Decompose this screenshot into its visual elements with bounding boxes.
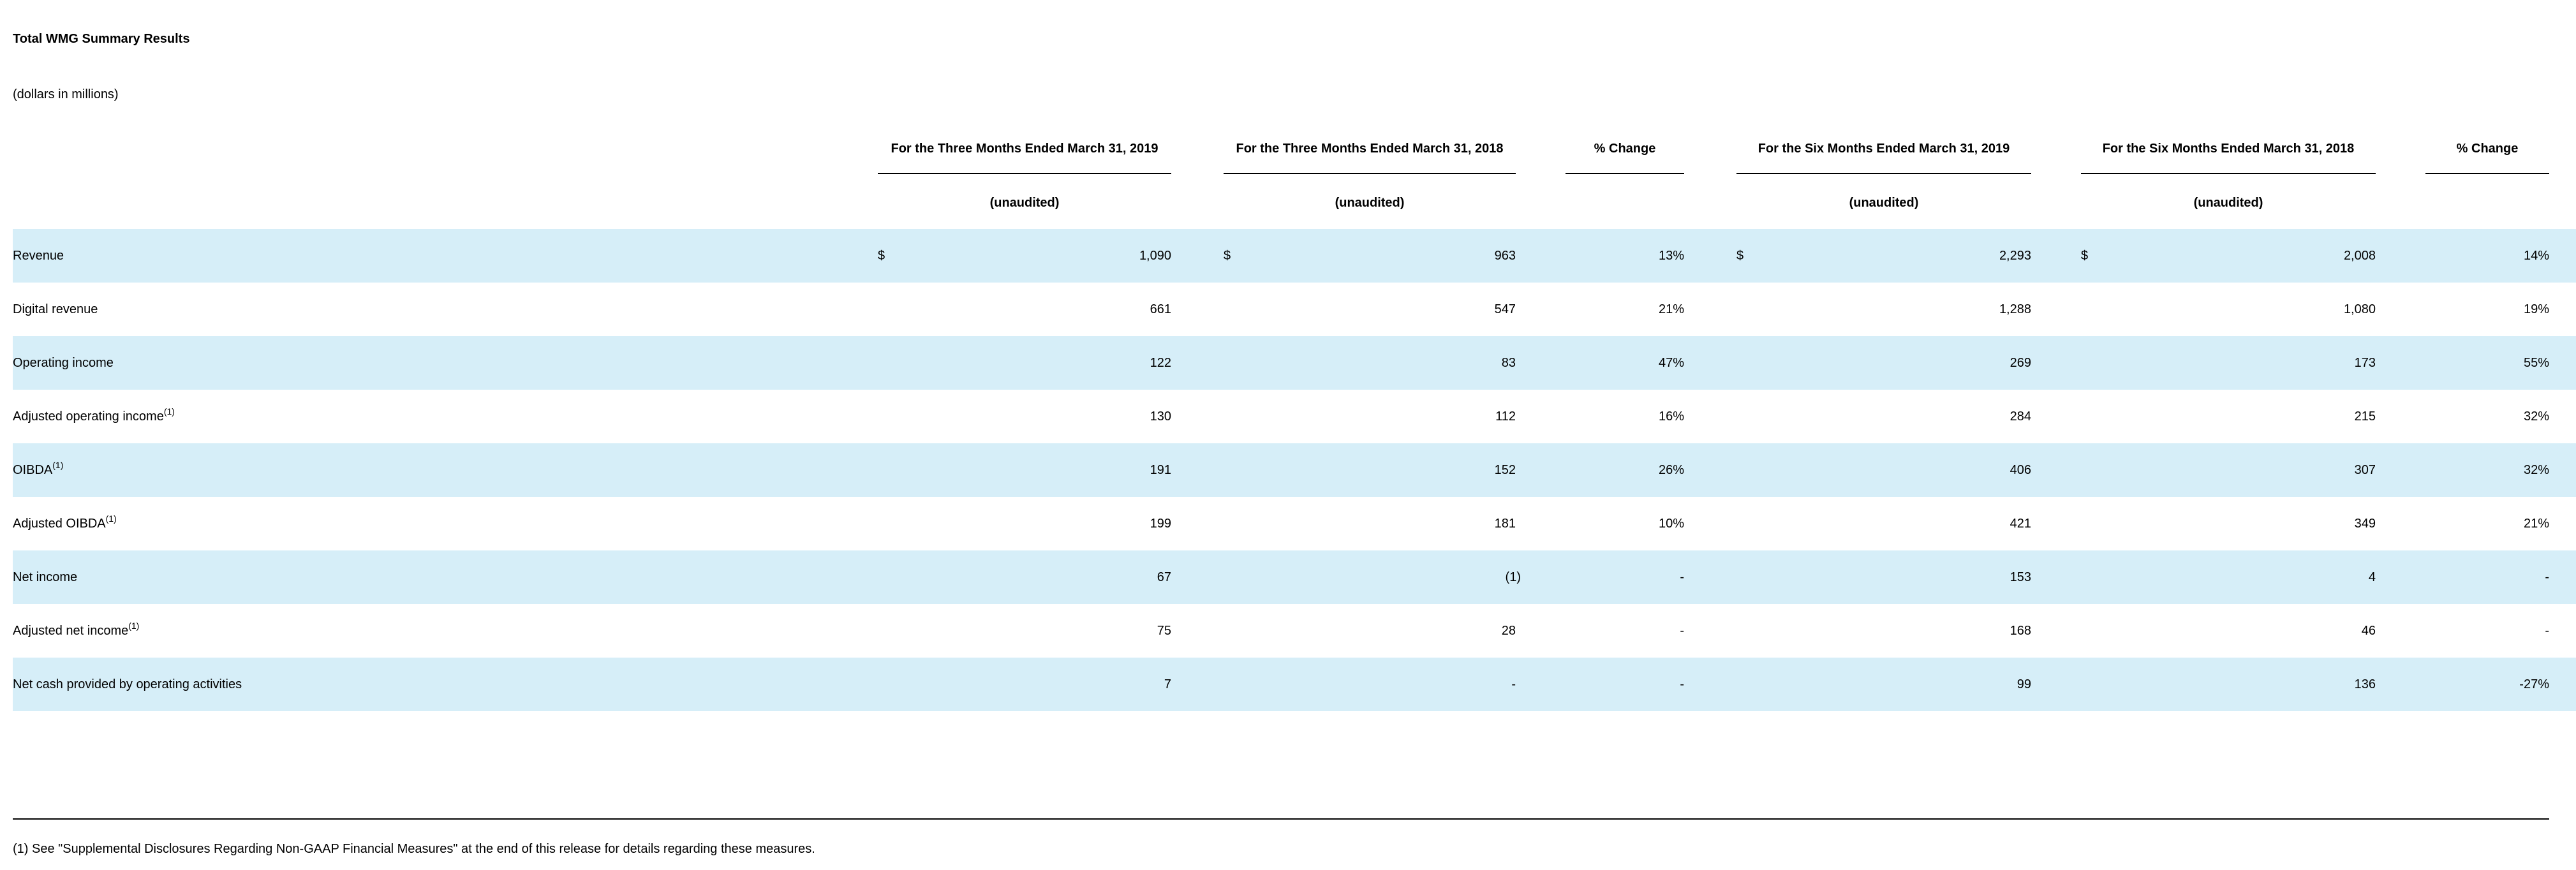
- row-label-text: Operating income: [13, 356, 114, 370]
- row-label-text: Net income: [13, 570, 78, 584]
- table-row: [13, 229, 2576, 283]
- table-row: [13, 390, 2576, 443]
- value-cell: 99: [2017, 677, 2031, 691]
- value-cell: 406: [2010, 463, 2031, 477]
- percent-change-cell: 14%: [2523, 249, 2549, 263]
- row-label-text: Adjusted OIBDA: [13, 517, 106, 531]
- percent-change-cell: 32%: [2523, 409, 2549, 424]
- value-cell: 28: [1501, 624, 1516, 638]
- percent-change-cell: 13%: [1658, 249, 1684, 263]
- value-cell: 2,008: [2343, 249, 2376, 263]
- table-title: Total WMG Summary Results: [13, 32, 190, 46]
- footnote-marker: (1): [128, 621, 140, 631]
- value-cell: 963: [1494, 249, 1516, 263]
- footnote-divider: [13, 818, 2549, 820]
- value-cell: 421: [2010, 517, 2031, 531]
- table-row: [13, 604, 2576, 658]
- column-header-underline: [1566, 173, 1684, 174]
- table-row: [13, 497, 2576, 550]
- value-cell: 136: [2354, 677, 2376, 691]
- row-label-text: Digital revenue: [13, 302, 98, 316]
- value-cell: 1,080: [2343, 302, 2376, 316]
- value-cell: 4: [2368, 570, 2376, 584]
- row-label: [13, 229, 64, 283]
- value-cell: 661: [1150, 302, 1171, 316]
- percent-change-cell: 47%: [1658, 356, 1684, 370]
- percent-change-cell: -: [2545, 624, 2549, 638]
- value-cell: 168: [2010, 624, 2031, 638]
- column-header-underline: [878, 173, 1171, 174]
- value-cell: 46: [2361, 624, 2376, 638]
- footnote-marker: (1): [105, 513, 117, 524]
- row-label: [13, 283, 98, 336]
- percent-change-cell: 16%: [1658, 409, 1684, 424]
- table-row: [13, 283, 2576, 336]
- value-cell: 7: [1164, 677, 1171, 691]
- currency-symbol: $: [1736, 249, 1744, 263]
- value-cell: 215: [2354, 409, 2376, 424]
- value-cell: 112: [1495, 409, 1516, 424]
- value-cell: 2,293: [1999, 249, 2031, 263]
- row-label-text: Net cash provided by operating activities: [13, 677, 242, 691]
- row-label: [13, 604, 139, 658]
- column-subheader: (unaudited): [989, 196, 1060, 210]
- column-header-underline: [2081, 173, 2376, 174]
- table-row: [13, 658, 2576, 711]
- column-subheader: (unaudited): [1849, 196, 1919, 210]
- column-header-underline: [1224, 173, 1516, 174]
- footnote-marker: (1): [52, 460, 64, 470]
- percent-change-cell: 10%: [1658, 517, 1684, 531]
- percent-change-cell: 21%: [2523, 517, 2549, 531]
- percent-change-cell: 55%: [2523, 356, 2549, 370]
- row-label-text: Adjusted operating income: [13, 409, 164, 424]
- column-header: For the Three Months Ended March 31, 2018: [1236, 142, 1504, 156]
- value-cell: 307: [2354, 463, 2376, 477]
- row-label: [13, 550, 77, 604]
- percent-change-cell: 19%: [2523, 302, 2549, 316]
- percent-change-cell: -27%: [2519, 677, 2549, 691]
- row-label-text: Revenue: [13, 249, 64, 263]
- value-cell: (1): [1505, 570, 1521, 584]
- table-row: [13, 443, 2576, 497]
- value-cell: 269: [2010, 356, 2031, 370]
- row-label-text: OIBDA: [13, 463, 53, 477]
- value-cell: 349: [2354, 517, 2376, 531]
- value-cell: 122: [1150, 356, 1171, 370]
- value-cell: 83: [1501, 356, 1516, 370]
- footnote: (1) See "Supplemental Disclosures Regarding Non-GAAP Financial Measures" at the end of this release for details regarding these measures.: [13, 842, 815, 856]
- value-cell: 284: [2010, 409, 2031, 424]
- currency-symbol: $: [878, 249, 885, 263]
- value-cell: -: [1511, 677, 1516, 691]
- column-header: For the Three Months Ended March 31, 2019: [891, 142, 1158, 156]
- currency-symbol: $: [2081, 249, 2089, 263]
- percent-change-cell: -: [1680, 677, 1684, 691]
- column-subheader: (unaudited): [2193, 196, 2263, 210]
- currency-symbol: $: [1224, 249, 1231, 263]
- percent-change-cell: -: [2545, 570, 2549, 584]
- column-header: % Change: [1594, 142, 1656, 156]
- row-label: [13, 390, 175, 443]
- footnote-marker: (1): [163, 406, 175, 417]
- percent-change-cell: 32%: [2523, 463, 2549, 477]
- value-cell: 152: [1494, 463, 1516, 477]
- column-header-underline: [2425, 173, 2549, 174]
- percent-change-cell: -: [1680, 624, 1684, 638]
- column-header: For the Six Months Ended March 31, 2019: [1758, 142, 2010, 156]
- units-note: (dollars in millions): [13, 87, 119, 101]
- value-cell: 173: [2354, 356, 2376, 370]
- column-header: % Change: [2456, 142, 2519, 156]
- row-label: [13, 497, 117, 550]
- row-label: [13, 658, 242, 711]
- table-row: [13, 336, 2576, 390]
- row-label-text: Adjusted net income: [13, 624, 129, 638]
- column-header-underline: [1736, 173, 2031, 174]
- value-cell: 130: [1150, 409, 1171, 424]
- value-cell: 67: [1157, 570, 1171, 584]
- value-cell: 191: [1150, 463, 1171, 477]
- value-cell: 547: [1494, 302, 1516, 316]
- row-label: [13, 443, 63, 497]
- column-subheader: (unaudited): [1335, 196, 1405, 210]
- row-label: [13, 336, 114, 390]
- value-cell: 1,090: [1139, 249, 1171, 263]
- value-cell: 1,288: [1999, 302, 2031, 316]
- percent-change-cell: 26%: [1658, 463, 1684, 477]
- value-cell: 75: [1157, 624, 1171, 638]
- percent-change-cell: -: [1680, 570, 1684, 584]
- percent-change-cell: 21%: [1658, 302, 1684, 316]
- column-header: For the Six Months Ended March 31, 2018: [2102, 142, 2355, 156]
- value-cell: 153: [2010, 570, 2031, 584]
- value-cell: 199: [1150, 517, 1171, 531]
- table-row: [13, 550, 2576, 604]
- value-cell: 181: [1494, 517, 1516, 531]
